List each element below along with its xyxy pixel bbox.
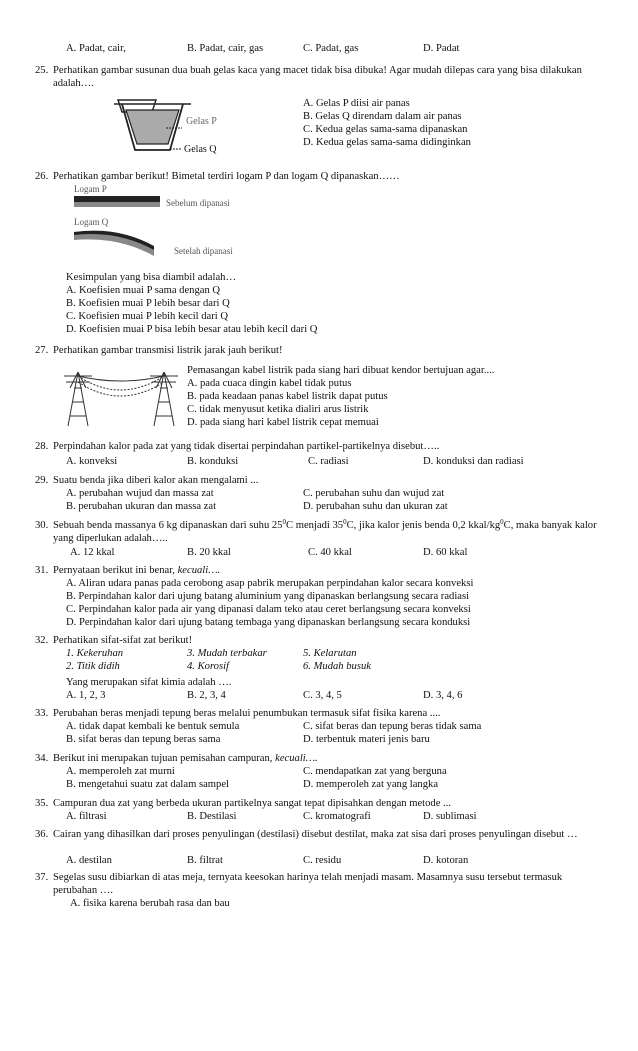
question-number: 34. bbox=[35, 753, 49, 764]
q29-option-c: C. perubahan suhu dan wujud zat bbox=[303, 488, 445, 499]
q34-option-c: C. mendapatkan zat yang berguna bbox=[303, 766, 447, 777]
q32-property-3: 3. Mudah terbakar bbox=[187, 648, 267, 659]
question-number: 30. bbox=[35, 520, 49, 531]
question-number: 28. bbox=[35, 441, 49, 452]
q28-option-b: B. konduksi bbox=[187, 456, 239, 467]
label-gelas-q: Gelas Q bbox=[184, 144, 217, 155]
question-number: 35. bbox=[35, 798, 49, 809]
label-logam-q: Logam Q bbox=[74, 217, 109, 227]
q27-option-b: B. pada keadaan panas kabel listrik dapat putus bbox=[187, 391, 388, 402]
power-line-figure bbox=[60, 358, 182, 430]
q32-option-b: B. 2, 3, 4 bbox=[187, 690, 226, 701]
question-text: Perubahan beras menjadi tepung beras melalui penumbukan termasuk sifat fisika karena .... bbox=[53, 708, 441, 719]
q31-option-a: A. Aliran udara panas pada cerobong asap pabrik merupakan perpindahan kalor secara konveksi bbox=[66, 578, 474, 589]
q24-option-c: C. Padat, gas bbox=[303, 43, 359, 54]
q24-option-d: D. Padat bbox=[423, 43, 460, 54]
question-text: Perhatikan sifat-sifat zat berikut! bbox=[53, 635, 193, 646]
nested-glasses-figure bbox=[110, 92, 240, 164]
q29-option-d: D. perubahan suhu dan ukuran zat bbox=[303, 501, 448, 512]
q26-option-d: D. Koefisien muai P bisa lebih besar atau lebih kecil dari Q bbox=[66, 324, 318, 335]
question-text: Berikut ini merupakan tujuan pemisahan campuran, kecuali…. bbox=[53, 753, 318, 764]
label-setelah-dipanasi: Setelah dipanasi bbox=[174, 246, 233, 256]
question-text: Perpindahan kalor pada zat yang tidak disertai perpindahan partikel-partikelnya disebut….. bbox=[53, 441, 440, 452]
q35-option-b: B. Destilasi bbox=[187, 811, 237, 822]
q29-option-b: B. perubahan ukuran dan massa zat bbox=[66, 501, 217, 512]
label-logam-p: Logam P bbox=[74, 184, 107, 194]
question-25 bbox=[35, 64, 607, 90]
q26-stem: Kesimpulan yang bisa diambil adalah… bbox=[66, 272, 237, 283]
q34-option-b: B. mengetahui suatu zat dalam sampel bbox=[66, 779, 229, 790]
q30-option-c: C. 40 kkal bbox=[308, 547, 352, 558]
question-number: 29. bbox=[35, 475, 49, 486]
question-34 bbox=[35, 752, 607, 765]
question-29 bbox=[35, 474, 607, 487]
q37-option-a: A. fisika karena berubah rasa dan bau bbox=[70, 898, 230, 909]
question-number: 25. bbox=[35, 65, 49, 76]
q31-option-c: C. Perpindahan kalor pada air yang dipanasi dalam teko atau ceret berlangsung secara konveksi bbox=[66, 604, 471, 615]
q30-option-b: B. 20 kkal bbox=[187, 547, 231, 558]
question-number: 26. bbox=[35, 171, 49, 182]
q34-option-a: A. memperoleh zat murni bbox=[66, 766, 175, 777]
q27-option-c: C. tidak menyusut ketika dialiri arus listrik bbox=[187, 404, 369, 415]
question-27 bbox=[35, 344, 607, 357]
q30-option-a: A. 12 kkal bbox=[70, 547, 115, 558]
q35-option-c: C. kromatografi bbox=[303, 811, 371, 822]
question-text: Perhatikan gambar berikut! Bimetal terdiri logam P dan logam Q dipanaskan…… bbox=[53, 171, 400, 182]
q34-option-d: D. memperoleh zat yang langka bbox=[303, 779, 439, 790]
question-text: Segelas susu dibiarkan di atas meja, ternyata keesokan harinya telah menjadi masam. Masamnya susu tersebut termasuk perubahan …. bbox=[53, 872, 563, 896]
bimetal-figure bbox=[68, 180, 268, 266]
question-text: Pernyataan berikut ini benar, kecuali…. bbox=[53, 565, 221, 576]
question-number: 31. bbox=[35, 565, 49, 576]
question-text: Campuran dua zat yang berbeda ukuran partikelnya sangat tepat dipisahkan dengan metode ... bbox=[53, 798, 452, 809]
q36-option-b: B. filtrat bbox=[187, 855, 223, 866]
label-gelas-p: Gelas P bbox=[186, 116, 217, 127]
question-31 bbox=[35, 564, 607, 577]
q28-option-c: C. radiasi bbox=[308, 456, 349, 467]
q32-property-5: 5. Kelarutan bbox=[303, 648, 357, 659]
q29-option-a: A. perubahan wujud dan massa zat bbox=[66, 488, 214, 499]
q25-option-a: A. Gelas P diisi air panas bbox=[303, 98, 410, 109]
q27-stem: Pemasangan kabel listrik pada siang hari dibuat kendor bertujuan agar.... bbox=[187, 365, 495, 376]
q36-option-a: A. destilan bbox=[66, 855, 112, 866]
q25-option-c: C. Kedua gelas sama-sama dipanaskan bbox=[303, 124, 468, 135]
question-number: 27. bbox=[35, 345, 49, 356]
q32-property-1: 1. Kekeruhan bbox=[66, 648, 124, 659]
question-number: 36. bbox=[35, 829, 49, 840]
q26-option-b: B. Koefisien muai P lebih besar dari Q bbox=[66, 298, 230, 309]
question-text: Sebuah benda massanya 6 kg dipanaskan dari suhu $25^0C$ menjadi $35^0C$, jika kalor jenis benda 0,2 kkal/$kg^0C$, maka banyak kalor yang diperlukan adalah….. bbox=[53, 518, 597, 544]
question-30 bbox=[35, 519, 607, 545]
q32-option-a: A. 1, 2, 3 bbox=[66, 690, 106, 701]
q32-stem: Yang merupakan sifat kimia adalah …. bbox=[66, 677, 232, 688]
q28-option-d: D. konduksi dan radiasi bbox=[423, 456, 524, 467]
question-number: 33. bbox=[35, 708, 49, 719]
question-text: Suatu benda jika diberi kalor akan mengalami ... bbox=[53, 475, 259, 486]
q33-option-a: A. tidak dapat kembali ke bentuk semula bbox=[66, 721, 240, 732]
q33-option-d: D. terbentuk materi jenis baru bbox=[303, 734, 430, 745]
question-32 bbox=[35, 634, 607, 647]
question-35 bbox=[35, 797, 607, 810]
q35-option-d: D. sublimasi bbox=[423, 811, 477, 822]
q27-option-a: A. pada cuaca dingin kabel tidak putus bbox=[187, 378, 352, 389]
question-text: Perhatikan gambar susunan dua buah gelas kaca yang macet tidak bisa dibuka! Agar mudah dilepas cara yang bisa dilakukan adalah…. bbox=[53, 65, 582, 89]
q26-option-a: A. Koefisien muai P sama dengan Q bbox=[66, 285, 221, 296]
question-text: Cairan yang dihasilkan dari proses penyulingan (destilasi) disebut destilat, maka zat sisa dari proses penyulingan disebut … bbox=[53, 829, 578, 840]
q33-option-c: C. sifat beras dan tepung beras tidak sama bbox=[303, 721, 482, 732]
q33-option-b: B. sifat beras dan tepung beras sama bbox=[66, 734, 221, 745]
q28-option-a: A. konveksi bbox=[66, 456, 118, 467]
q36-option-c: C. residu bbox=[303, 855, 342, 866]
q24-option-b: B. Padat, cair, gas bbox=[187, 43, 264, 54]
q32-option-c: C. 3, 4, 5 bbox=[303, 690, 342, 701]
label-sebelum-dipanasi: Sebelum dipanasi bbox=[166, 198, 230, 208]
q32-property-2: 2. Titik didih bbox=[66, 661, 120, 672]
question-36 bbox=[35, 828, 607, 841]
q31-option-d: D. Perpindahan kalor dari ujung batang tembaga yang dipanaskan berlangsung secara konduksi bbox=[66, 617, 471, 628]
q35-option-a: A. filtrasi bbox=[66, 811, 107, 822]
question-number: 37. bbox=[35, 872, 49, 883]
question-28 bbox=[35, 440, 607, 453]
q25-option-b: B. Gelas Q direndam dalam air panas bbox=[303, 111, 462, 122]
q36-option-d: D. kotoran bbox=[423, 855, 469, 866]
question-33 bbox=[35, 707, 607, 720]
question-text: Perhatikan gambar transmisi listrik jarak jauh berikut! bbox=[53, 345, 283, 356]
q27-option-d: D. pada siang hari kabel listrik cepat memuai bbox=[187, 417, 379, 428]
q30-option-d: D. 60 kkal bbox=[423, 547, 468, 558]
q32-property-6: 6. Mudah busuk bbox=[303, 661, 371, 672]
q32-property-4: 4. Korosif bbox=[187, 661, 229, 672]
q25-option-d: D. Kedua gelas sama-sama didinginkan bbox=[303, 137, 471, 148]
q31-option-b: B. Perpindahan kalor dari ujung batang aluminium yang dipanaskan berlangsung secara radiasi bbox=[66, 591, 470, 602]
q24-option-a: A. Padat, cair, bbox=[66, 43, 126, 54]
q32-option-d: D. 3, 4, 6 bbox=[423, 690, 463, 701]
question-number: 32. bbox=[35, 635, 49, 646]
q26-option-c: C. Koefisien muai P lebih kecil dari Q bbox=[66, 311, 229, 322]
question-37 bbox=[35, 871, 607, 897]
